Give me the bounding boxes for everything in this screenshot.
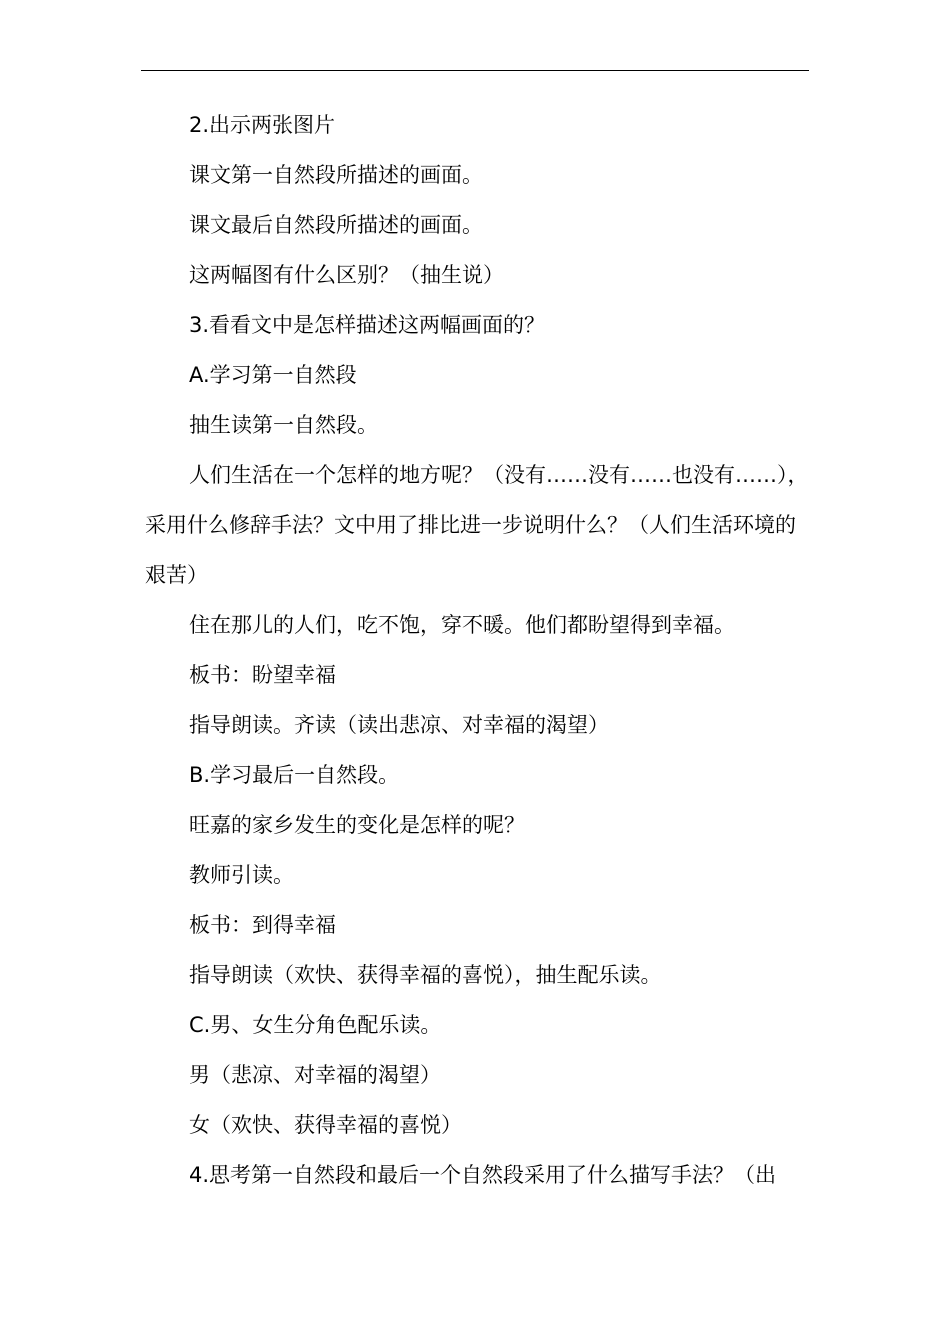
paragraph: 旺嘉的家乡发生的变化是怎样的呢？	[189, 813, 525, 837]
paragraph: 这两幅图有什么区别？（抽生说）	[189, 263, 504, 287]
document-body	[145, 100, 813, 1200]
paragraph: 课文最后自然段所描述的画面。	[189, 213, 483, 237]
paragraph: 板书：盼望幸福	[189, 663, 336, 687]
paragraph: A.学习第一自然段	[189, 363, 357, 387]
paragraph: 住在那儿的人们，吃不饱，穿不暖。他们都盼望得到幸福。	[189, 613, 735, 637]
paragraph: 抽生读第一自然段。	[189, 413, 378, 437]
paragraph: 4.思考第一自然段和最后一个自然段采用了什么描写手法？（出	[189, 1163, 777, 1187]
paragraph: B.学习最后一自然段。	[189, 763, 400, 787]
paragraph: C.男、女生分角色配乐读。	[189, 1013, 442, 1037]
paragraph: 指导朗读（欢快、获得幸福的喜悦），抽生配乐读。	[189, 963, 662, 987]
paragraph: 板书：到得幸福	[189, 913, 336, 937]
paragraph: 男（悲凉、对幸福的渴望）	[189, 1063, 441, 1087]
header-rule	[141, 70, 809, 71]
paragraph: 教师引读。	[189, 863, 294, 887]
paragraph: 3.看看文中是怎样描述这两幅画面的？	[189, 313, 546, 337]
paragraph: 人们生活在一个怎样的地方呢？（没有……没有……也没有……），采用什么修辞手法？文中用了排比进一步说明什么？（人们生活环境的艰苦）	[145, 463, 809, 587]
paragraph: 2.出示两张图片	[189, 113, 336, 137]
paragraph: 指导朗读。齐读（读出悲凉、对幸福的渴望）	[189, 713, 609, 737]
paragraph: 课文第一自然段所描述的画面。	[189, 163, 483, 187]
paragraph: 女（欢快、获得幸福的喜悦）	[189, 1113, 462, 1137]
